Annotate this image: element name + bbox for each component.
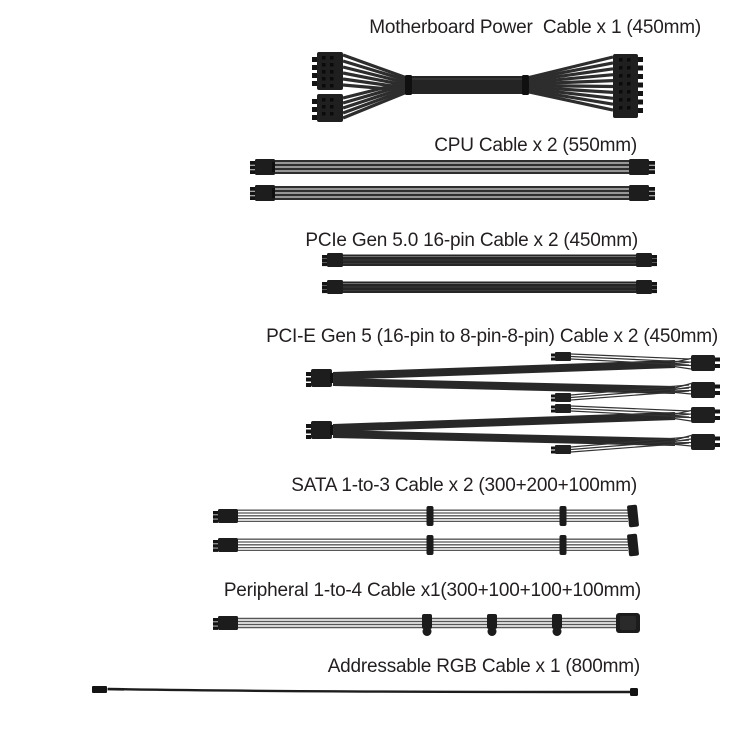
- sata-cable-2: [213, 534, 639, 557]
- label-pcie-gen5-16pin-cable: PCIe Gen 5.0 16-pin Cable x 2 (450mm): [305, 230, 638, 251]
- peripheral-cable-illustration: [212, 606, 644, 640]
- argb-wire: [108, 689, 631, 692]
- sata-end-connector: [627, 505, 639, 528]
- peripheral-mid-connector: [487, 614, 497, 636]
- peripheral-left-connector: [218, 616, 238, 630]
- split-lower-cable: [333, 382, 675, 390]
- label-pcie-gen5-split-cable: PCI-E Gen 5 (16-pin to 8-pin-8-pin) Cable x 2 (450mm): [266, 326, 718, 347]
- pcie16-cable-2: [322, 280, 657, 294]
- split-lower-cable: [333, 434, 675, 442]
- sata-mid-connector: [427, 535, 434, 555]
- split-upper-4pin-connector: [551, 352, 571, 361]
- motherboard-left-top-connector: [312, 52, 343, 90]
- split-upper-8pin-connector: [691, 407, 720, 423]
- label-argb-cable: Addressable RGB Cable x 1 (800mm): [327, 656, 640, 677]
- motherboard-left-bottom-connector: [312, 94, 343, 122]
- sata-end-connector: [627, 534, 639, 557]
- argb-cable-illustration: [90, 681, 642, 697]
- pcie-gen5-split-cable-1-illustration: [305, 352, 728, 402]
- peripheral-mid-connector: [422, 614, 432, 636]
- cpu-cable-illustration: [246, 158, 658, 204]
- split-lower-4pin-connector: [551, 445, 571, 454]
- pcie-gen5-split-cable-2-illustration: [305, 404, 728, 454]
- motherboard-right-wire-fan: [529, 57, 613, 110]
- split-lower-8pin-connector: [691, 382, 720, 398]
- motherboard-24pin-connector: [613, 54, 643, 118]
- label-sata-cable: SATA 1-to-3 Cable x 2 (300+200+100mm): [291, 475, 637, 496]
- pcie16-cable-1: [322, 253, 657, 267]
- motherboard-cable-sleeve: [405, 75, 529, 95]
- split16pin-connector: [306, 421, 333, 439]
- sata-cable-1: [213, 505, 639, 528]
- motherboard-left-wire-fan: [343, 55, 407, 118]
- sata-cable-illustration: [212, 501, 644, 559]
- sata-mid-connector: [560, 506, 567, 526]
- pcie-gen5-16pin-cable-illustration: [322, 252, 658, 298]
- sata-mid-connector: [560, 535, 567, 555]
- argb-end-connector: [630, 688, 638, 696]
- label-motherboard-power-cable: Motherboard Power Cable x 1 (450mm): [369, 17, 701, 38]
- cpu-cable-1: [250, 159, 655, 175]
- cpu-cable-2: [250, 185, 655, 201]
- argb-left-connector: [92, 686, 107, 693]
- label-cpu-cable: CPU Cable x 2 (550mm): [434, 135, 637, 156]
- split16pin-connector: [306, 369, 333, 387]
- split-upper-8pin-connector: [691, 355, 720, 371]
- motherboard-power-cable-illustration: [310, 47, 645, 125]
- peripheral-end-connector: [616, 613, 640, 633]
- peripheral-mid-connector: [552, 614, 562, 636]
- split-lower-4pin-connector: [551, 393, 571, 402]
- split-lower-8pin-connector: [691, 434, 720, 450]
- split-upper-cable: [333, 364, 675, 376]
- split-upper-4pin-connector: [551, 404, 571, 413]
- sata-mid-connector: [427, 506, 434, 526]
- label-peripheral-cable: Peripheral 1-to-4 Cable x1(300+100+100+100mm): [223, 580, 641, 601]
- split-upper-cable: [333, 416, 675, 428]
